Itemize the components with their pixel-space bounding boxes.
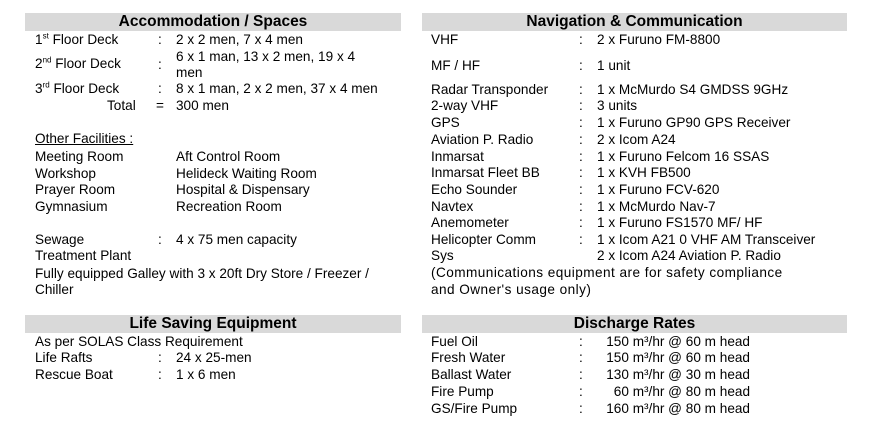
facility-left: Gymnasium [35,199,108,214]
discharge-title: Discharge Rates [573,315,696,332]
life-saving-title: Life Saving Equipment [129,315,297,332]
galley-line2: Chiller [35,282,74,297]
nav-item-label: Navtex [431,199,474,214]
nav-item-value: 1 x KVH FB500 [597,165,691,180]
discharge-value: 150 m³/hr @ 60 m head [606,350,750,365]
separator: : [158,367,162,382]
discharge-label: Fuel Oil [431,334,478,349]
nav-item-label: Helicopter Comm [431,232,536,247]
nav-item-label: GPS [431,115,460,130]
separator: : [579,132,583,147]
nav-item-label: Inmarsat Fleet BB [431,165,540,180]
facility-right: Aft Control Room [176,149,281,164]
nav-item-label: VHF [431,32,459,47]
navigation-title: Navigation & Communication [526,13,743,30]
life-saving-requirement: As per SOLAS Class Requirement [35,334,243,349]
separator: : [158,57,162,72]
separator: : [158,81,162,96]
accommodation-title: Accommodation / Spaces [118,13,308,30]
nav-item-value: 1 x Furuno FS1570 MF/ HF [597,215,763,230]
nav-item-value: 1 x Furuno GP90 GPS Receiver [597,115,791,130]
separator: : [579,334,583,349]
total-value: 300 men [176,98,229,113]
deck-value: 8 x 1 man, 2 x 2 men, 37 x 4 men [176,81,378,96]
nav-note-line2: and Owner's usage only) [431,282,592,297]
separator: : [579,32,583,47]
nav-item-label: Aviation P. Radio [431,132,534,147]
total-label: Total [107,98,136,113]
separator: : [579,58,583,73]
life-saving-label: Life Rafts [35,350,93,365]
facility-right: Hospital & Dispensary [176,182,310,197]
separator: : [579,215,583,230]
discharge-value: 60 m³/hr @ 80 m head [613,384,750,399]
deck-number: 3 [35,81,43,96]
nav-item-label: 2-way VHF [431,98,499,113]
separator: : [579,384,583,399]
nav-item-label: Anemometer [431,215,509,230]
nav-item-value: 2 x Icom A24 [597,132,676,147]
life-saving-header [25,315,401,333]
facility-left: Meeting Room [35,149,124,164]
nav-item-value: 1 x Icom A21 0 VHF AM Transceiver [597,232,816,247]
sewage-value: 4 x 75 men capacity [176,232,297,247]
nav-item-label: Echo Sounder [431,182,518,197]
sewage-label: Sewage [35,232,85,247]
separator: : [579,350,583,365]
nav-item-value: 1 x McMurdo Nav-7 [597,199,716,214]
discharge-header [422,315,847,333]
separator: : [579,182,583,197]
separator: : [579,199,583,214]
deck-number: 2 [35,56,43,71]
nav-item-value: 2 x Furuno FM-8800 [597,32,721,47]
separator: : [579,82,583,97]
nav-item-label: MF / HF [431,58,481,73]
nav-item-label: Radar Transponder [431,82,549,97]
nav-item-label: Inmarsat [431,149,484,164]
deck-row-2 [35,56,121,73]
other-facilities-title: Other Facilities : [35,131,134,146]
separator: : [579,149,583,164]
discharge-value: 150 m³/hr @ 60 m head [606,334,750,349]
life-saving-label: Rescue Boat [35,367,113,382]
nav-sys-value: 2 x Icom A24 Aviation P. Radio [597,248,781,263]
discharge-value: 160 m³/hr @ 80 m head [606,401,750,416]
separator: : [158,232,162,247]
nav-item-value: 1 x Furuno FCV-620 [597,182,720,197]
discharge-label: GS/Fire Pump [431,401,518,416]
deck-ordinal: rd [42,80,50,90]
navigation-header [422,13,847,31]
facility-left: Prayer Room [35,182,116,197]
galley-line1: Fully equipped Galley with 3 x 20ft Dry Store / Freezer / [35,266,369,281]
discharge-label: Fire Pump [431,384,494,399]
separator: : [579,165,583,180]
nav-item-value: 1 x McMurdo S4 GMDSS 9GHz [597,82,789,97]
separator: : [579,115,583,130]
total-equals: = [156,98,164,113]
nav-item-value: 3 units [597,98,638,113]
facility-left: Workshop [35,166,96,181]
deck-value-line1: 6 x 1 man, 13 x 2 men, 19 x 4 [176,49,356,64]
sewage-label-line2: Treatment Plant [35,248,132,263]
deck-ordinal: st [42,31,49,41]
separator: : [579,367,583,382]
discharge-value: 130 m³/hr @ 30 m head [606,367,750,382]
deck-row-3 [35,81,119,98]
discharge-label: Ballast Water [431,367,512,382]
facility-right: Recreation Room [176,199,282,214]
nav-item-value: 1 x Furuno Felcom 16 SSAS [597,149,770,164]
separator: : [158,32,162,47]
separator: : [579,401,583,416]
discharge-label: Fresh Water [431,350,506,365]
nav-note-line1: (Communications equipment are for safety compliance [431,265,783,280]
life-saving-value: 24 x 25-men [176,350,252,365]
deck-ordinal: nd [42,55,52,65]
nav-sys-label: Sys [431,248,454,263]
deck-row-1 [35,32,118,49]
deck-label: Floor Deck [48,32,119,47]
deck-number: 1 [35,32,43,47]
facility-right: Helideck Waiting Room [176,166,317,181]
life-saving-value: 1 x 6 men [176,367,236,382]
accommodation-header [25,13,401,31]
deck-value-line2: men [176,65,203,80]
separator: : [579,98,583,113]
nav-item-value: 1 unit [597,58,631,73]
deck-label: Floor Deck [49,81,120,96]
separator: : [158,350,162,365]
deck-value: 2 x 2 men, 7 x 4 men [176,32,303,47]
separator: : [579,232,583,247]
deck-label: Floor Deck [51,56,121,71]
